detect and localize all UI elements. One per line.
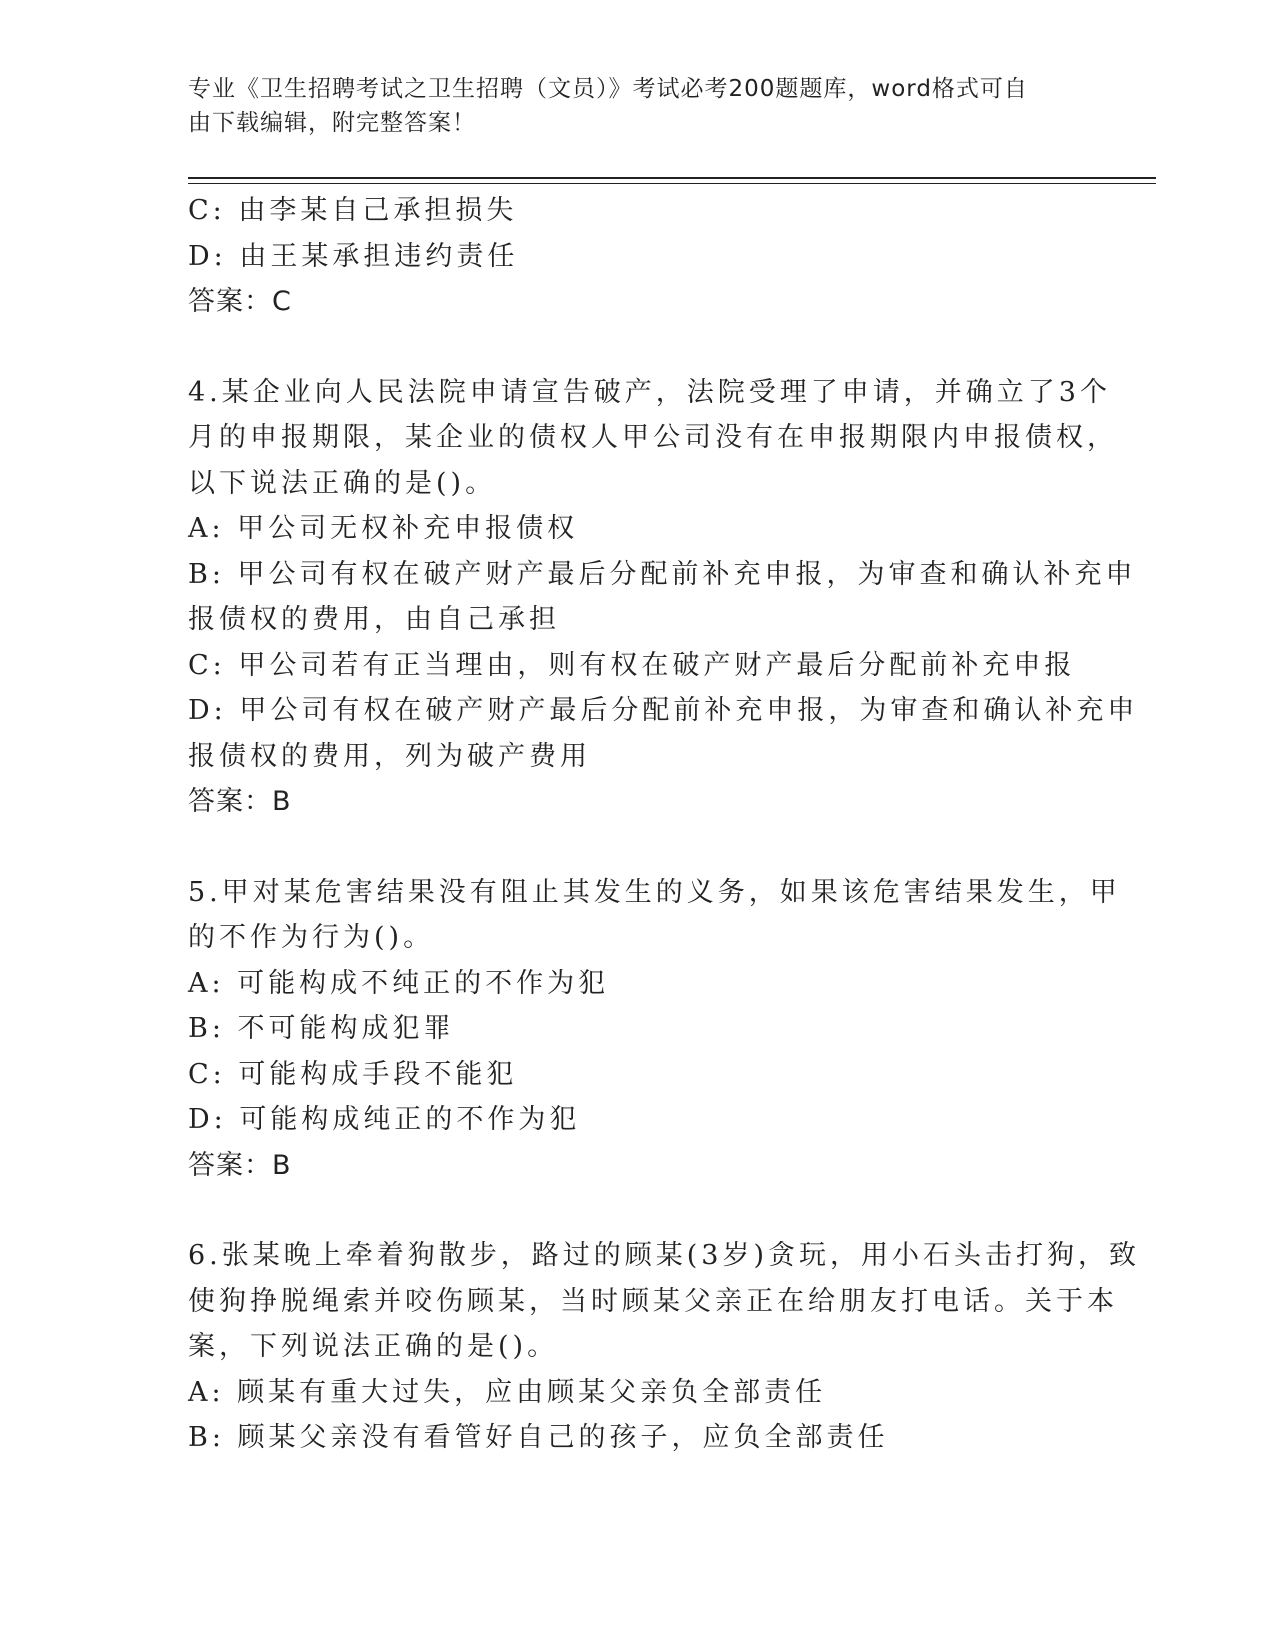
option-c: C: 由李某自己承担损失 (188, 195, 518, 226)
question-5 (188, 870, 1121, 1189)
header-line-2: 由下载编辑，附完整答案！ (188, 110, 476, 136)
option-a: A: 可能构成不纯正的不作为犯 (188, 967, 610, 999)
option-c: C: 可能构成手段不能犯 (188, 1058, 518, 1090)
question-4 (188, 370, 1139, 825)
header-line-1: 专业《卫生招聘考试之卫生招聘（文员）》考试必考200题题库，word格式可自 (188, 76, 1028, 102)
answer-line: 答案：B (188, 786, 292, 817)
header-divider-thick (188, 177, 1156, 179)
spacer (188, 1188, 1088, 1233)
option-b: B: 顾某父亲没有看管好自己的孩子，应负全部责任 (188, 1422, 889, 1453)
question-stem-line: 月的申报期限，某企业的债权人甲公司没有在申报期限内申报债权， (188, 422, 1118, 453)
option-b: B: 不可能构成犯罪 (188, 1013, 455, 1044)
page-header (188, 72, 1088, 140)
option-a: A: 甲公司无权补充申报债权 (188, 513, 579, 544)
option-b: B: 甲公司有权在破产财产最后分配前补充申报，为审查和确认补充申 (188, 558, 1137, 590)
option-d: D: 由王某承担违约责任 (188, 240, 519, 272)
option-d-continued: 报债权的费用，列为破产费用 (188, 740, 591, 772)
option-c: C: 甲公司若有正当理由，则有权在破产财产最后分配前补充申报 (188, 649, 1076, 681)
question-stem-line: 案，下列说法正确的是()。 (188, 1331, 559, 1362)
answer-line: 答案：B (188, 1149, 292, 1181)
spacer (188, 325, 1088, 370)
question-stem-line: 以下说法正确的是()。 (188, 467, 497, 499)
spacer (188, 825, 1088, 870)
question-6 (188, 1233, 1141, 1461)
question-stem-line: 4.某企业向人民法院申请宣告破产，法院受理了申请，并确立了3个 (188, 376, 1111, 408)
option-d: D: 可能构成纯正的不作为犯 (188, 1104, 581, 1135)
option-a: A: 顾某有重大过失，应由顾某父亲负全部责任 (188, 1376, 827, 1408)
option-d: D: 甲公司有权在破产财产最后分配前补充申报，为审查和确认补充申 (188, 695, 1139, 726)
question-stem-line: 6.张某晚上牵着狗散步，路过的顾某(3岁)贪玩，用小石头击打狗，致 (188, 1240, 1141, 1271)
question-3-tail (188, 188, 1088, 325)
header-divider-thin (188, 183, 1156, 184)
option-b-continued: 报债权的费用，由自己承担 (188, 604, 560, 635)
question-stem-line: 5.甲对某危害结果没有阻止其发生的义务，如果该危害结果发生，甲 (188, 876, 1121, 908)
question-list (188, 188, 1141, 1461)
question-stem-line: 的不作为行为()。 (188, 922, 435, 953)
question-stem-line: 使狗挣脱绳索并咬伤顾某，当时顾某父亲正在给朋友打电话。关于本 (188, 1285, 1118, 1317)
answer-line: 答案：C (188, 286, 292, 317)
